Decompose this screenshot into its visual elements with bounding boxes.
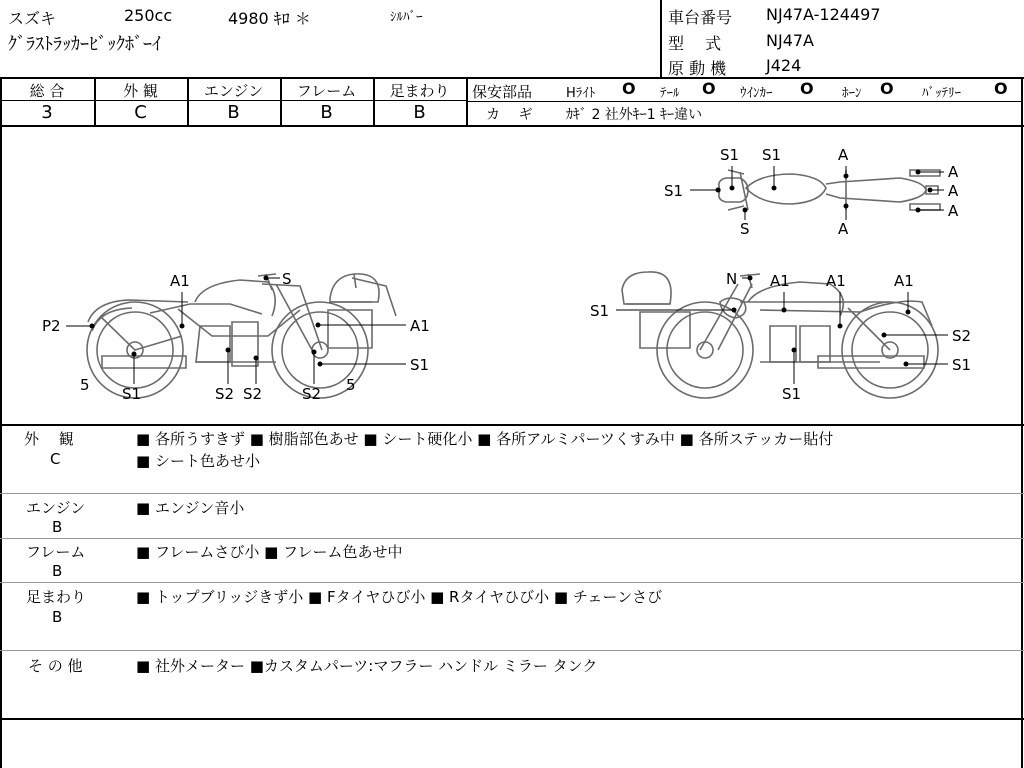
safety-parts-label: 保安部品 xyxy=(472,83,533,101)
overall-score-label: 総 合 xyxy=(29,82,65,100)
remarks-text: ■ 各所うすきず ■ 樹脂部色あせ ■ シート硬化小 ■ 各所アルミパーツくすみ中 ■ 各所ステッカー貼付 xyxy=(136,430,834,448)
remarks-text-line2: ■ シート色あせ小 xyxy=(136,452,260,470)
code-a1-right-side-cover: A1 xyxy=(826,272,846,290)
model-code-label: 型 式 xyxy=(668,34,722,53)
frame-number-label: 車台番号 xyxy=(668,8,733,27)
overall-score: 3 xyxy=(41,102,53,123)
battery-ok: O xyxy=(994,79,1008,98)
code-5-left-rear-wheel: 5 xyxy=(80,376,90,394)
code-a-top-taillight: A xyxy=(948,182,959,200)
code-a1-left-cowl: A1 xyxy=(410,317,430,335)
header-bottom-rule xyxy=(0,77,1024,79)
horn-label: ﾎｰﾝ xyxy=(842,86,862,101)
mileage: 4980 ｷﾛ ＊ xyxy=(228,9,311,28)
winker-label: ｳｲﾝｶｰ xyxy=(740,86,773,101)
code-a1-right-tail: A1 xyxy=(894,272,914,290)
remarks-label: そ の 他 xyxy=(28,657,83,675)
code-a-top-frame: A xyxy=(838,220,849,238)
code-s1-top-headlight: S1 xyxy=(664,182,684,200)
top-view-damage-codes xyxy=(664,146,959,238)
remarks-label: エンジン xyxy=(26,499,86,517)
code-n-right-handle: N xyxy=(726,270,738,288)
remarks-score: B xyxy=(52,518,63,536)
engine-code-label: 原 動 機 xyxy=(668,59,727,78)
code-s2-left-fork: S2 xyxy=(302,385,322,403)
diagram-bottom-rule xyxy=(0,424,1024,426)
remarks-text: ■ エンジン音小 xyxy=(136,499,245,517)
frame-score-label: フレーム xyxy=(296,82,357,100)
taillight-label: ﾃｰﾙ xyxy=(660,86,680,101)
frame-number: NJ47A-124497 xyxy=(766,5,881,24)
code-a-top-seat: A xyxy=(838,146,849,164)
color: ｼﾙﾊﾞｰ xyxy=(390,10,423,25)
exterior-score-label: 外 観 xyxy=(123,82,158,100)
maker: スズキ xyxy=(8,9,57,28)
code-s-left-handle: S xyxy=(282,270,292,288)
code-p2-left-fender: P2 xyxy=(42,317,61,335)
remarks-label: 足まわり xyxy=(26,588,87,606)
remarks-label: フレーム xyxy=(26,543,86,561)
remarks-text: ■ フレームさび小 ■ フレーム色あせ中 xyxy=(136,543,403,561)
code-s2-left-exhaust: S2 xyxy=(243,385,263,403)
motorcycle-diagram xyxy=(0,126,1024,424)
remarks-score: B xyxy=(52,562,63,580)
exterior-score: C xyxy=(134,102,147,123)
code-s1-right-cowl: S1 xyxy=(590,302,610,320)
engine-score: B xyxy=(227,102,240,123)
code-s2-left-engine: S2 xyxy=(215,385,235,403)
header-divider xyxy=(660,0,662,78)
code-s1-top-tank: S1 xyxy=(762,146,782,164)
code-s1-left-front-wheel: S1 xyxy=(410,356,430,374)
key-value: ｶｷﾞ 2 社外ｷｰ1 ｷｰ違い xyxy=(566,107,703,123)
model-name: ｸﾞﾗｽﾄﾗｯｶｰﾋﾞｯｸﾎﾞｰｲ xyxy=(8,34,161,55)
engine-score-label: エンジン xyxy=(203,82,264,100)
code-s1-left-muffler: S1 xyxy=(122,385,142,403)
headlight-ok: O xyxy=(622,79,636,98)
suspension-score-label: 足まわり xyxy=(389,82,450,100)
engine-code: J424 xyxy=(766,56,802,75)
remarks-text: ■ トップブリッジきず小 ■ Fタイヤひび小 ■ Rタイヤひび小 ■ チェーンさび xyxy=(136,588,663,606)
taillight-ok: O xyxy=(702,79,716,98)
headlight-label: Hﾗｲﾄ xyxy=(566,86,596,101)
code-s2-right-muffler: S2 xyxy=(952,327,972,345)
winker-ok: O xyxy=(800,79,814,98)
code-a-top-winker-upper: A xyxy=(948,163,959,181)
key-label: カ ギ xyxy=(486,107,533,123)
code-a-top-winker-lower: A xyxy=(948,202,959,220)
remarks-text: ■ 社外メーター ■カスタムパーツ:マフラー ハンドル ミラー タンク xyxy=(136,657,598,675)
code-s1-top-mirror: S1 xyxy=(720,146,740,164)
remarks-label: 外 観 xyxy=(24,430,74,448)
code-a1-left-tank: A1 xyxy=(170,272,190,290)
right-side-damage-codes xyxy=(590,270,971,403)
battery-label: ﾊﾞｯﾃﾘｰ xyxy=(922,86,961,101)
code-s-top-lever: S xyxy=(740,220,750,238)
code-s1-right-engine: S1 xyxy=(782,385,802,403)
model-code: NJ47A xyxy=(766,31,814,50)
code-s1-right-rear-wheel: S1 xyxy=(952,356,972,374)
code-5-left-front-wheel: 5 xyxy=(346,376,356,394)
displacement: 250cc xyxy=(124,6,173,25)
code-a1-right-tank: A1 xyxy=(770,272,790,290)
frame-score: B xyxy=(320,102,333,123)
top-view-bike-illustration xyxy=(719,170,940,210)
remarks-score: C xyxy=(50,450,61,468)
remarks-score: B xyxy=(52,608,63,626)
suspension-score: B xyxy=(413,102,426,123)
horn-ok: O xyxy=(880,79,894,98)
